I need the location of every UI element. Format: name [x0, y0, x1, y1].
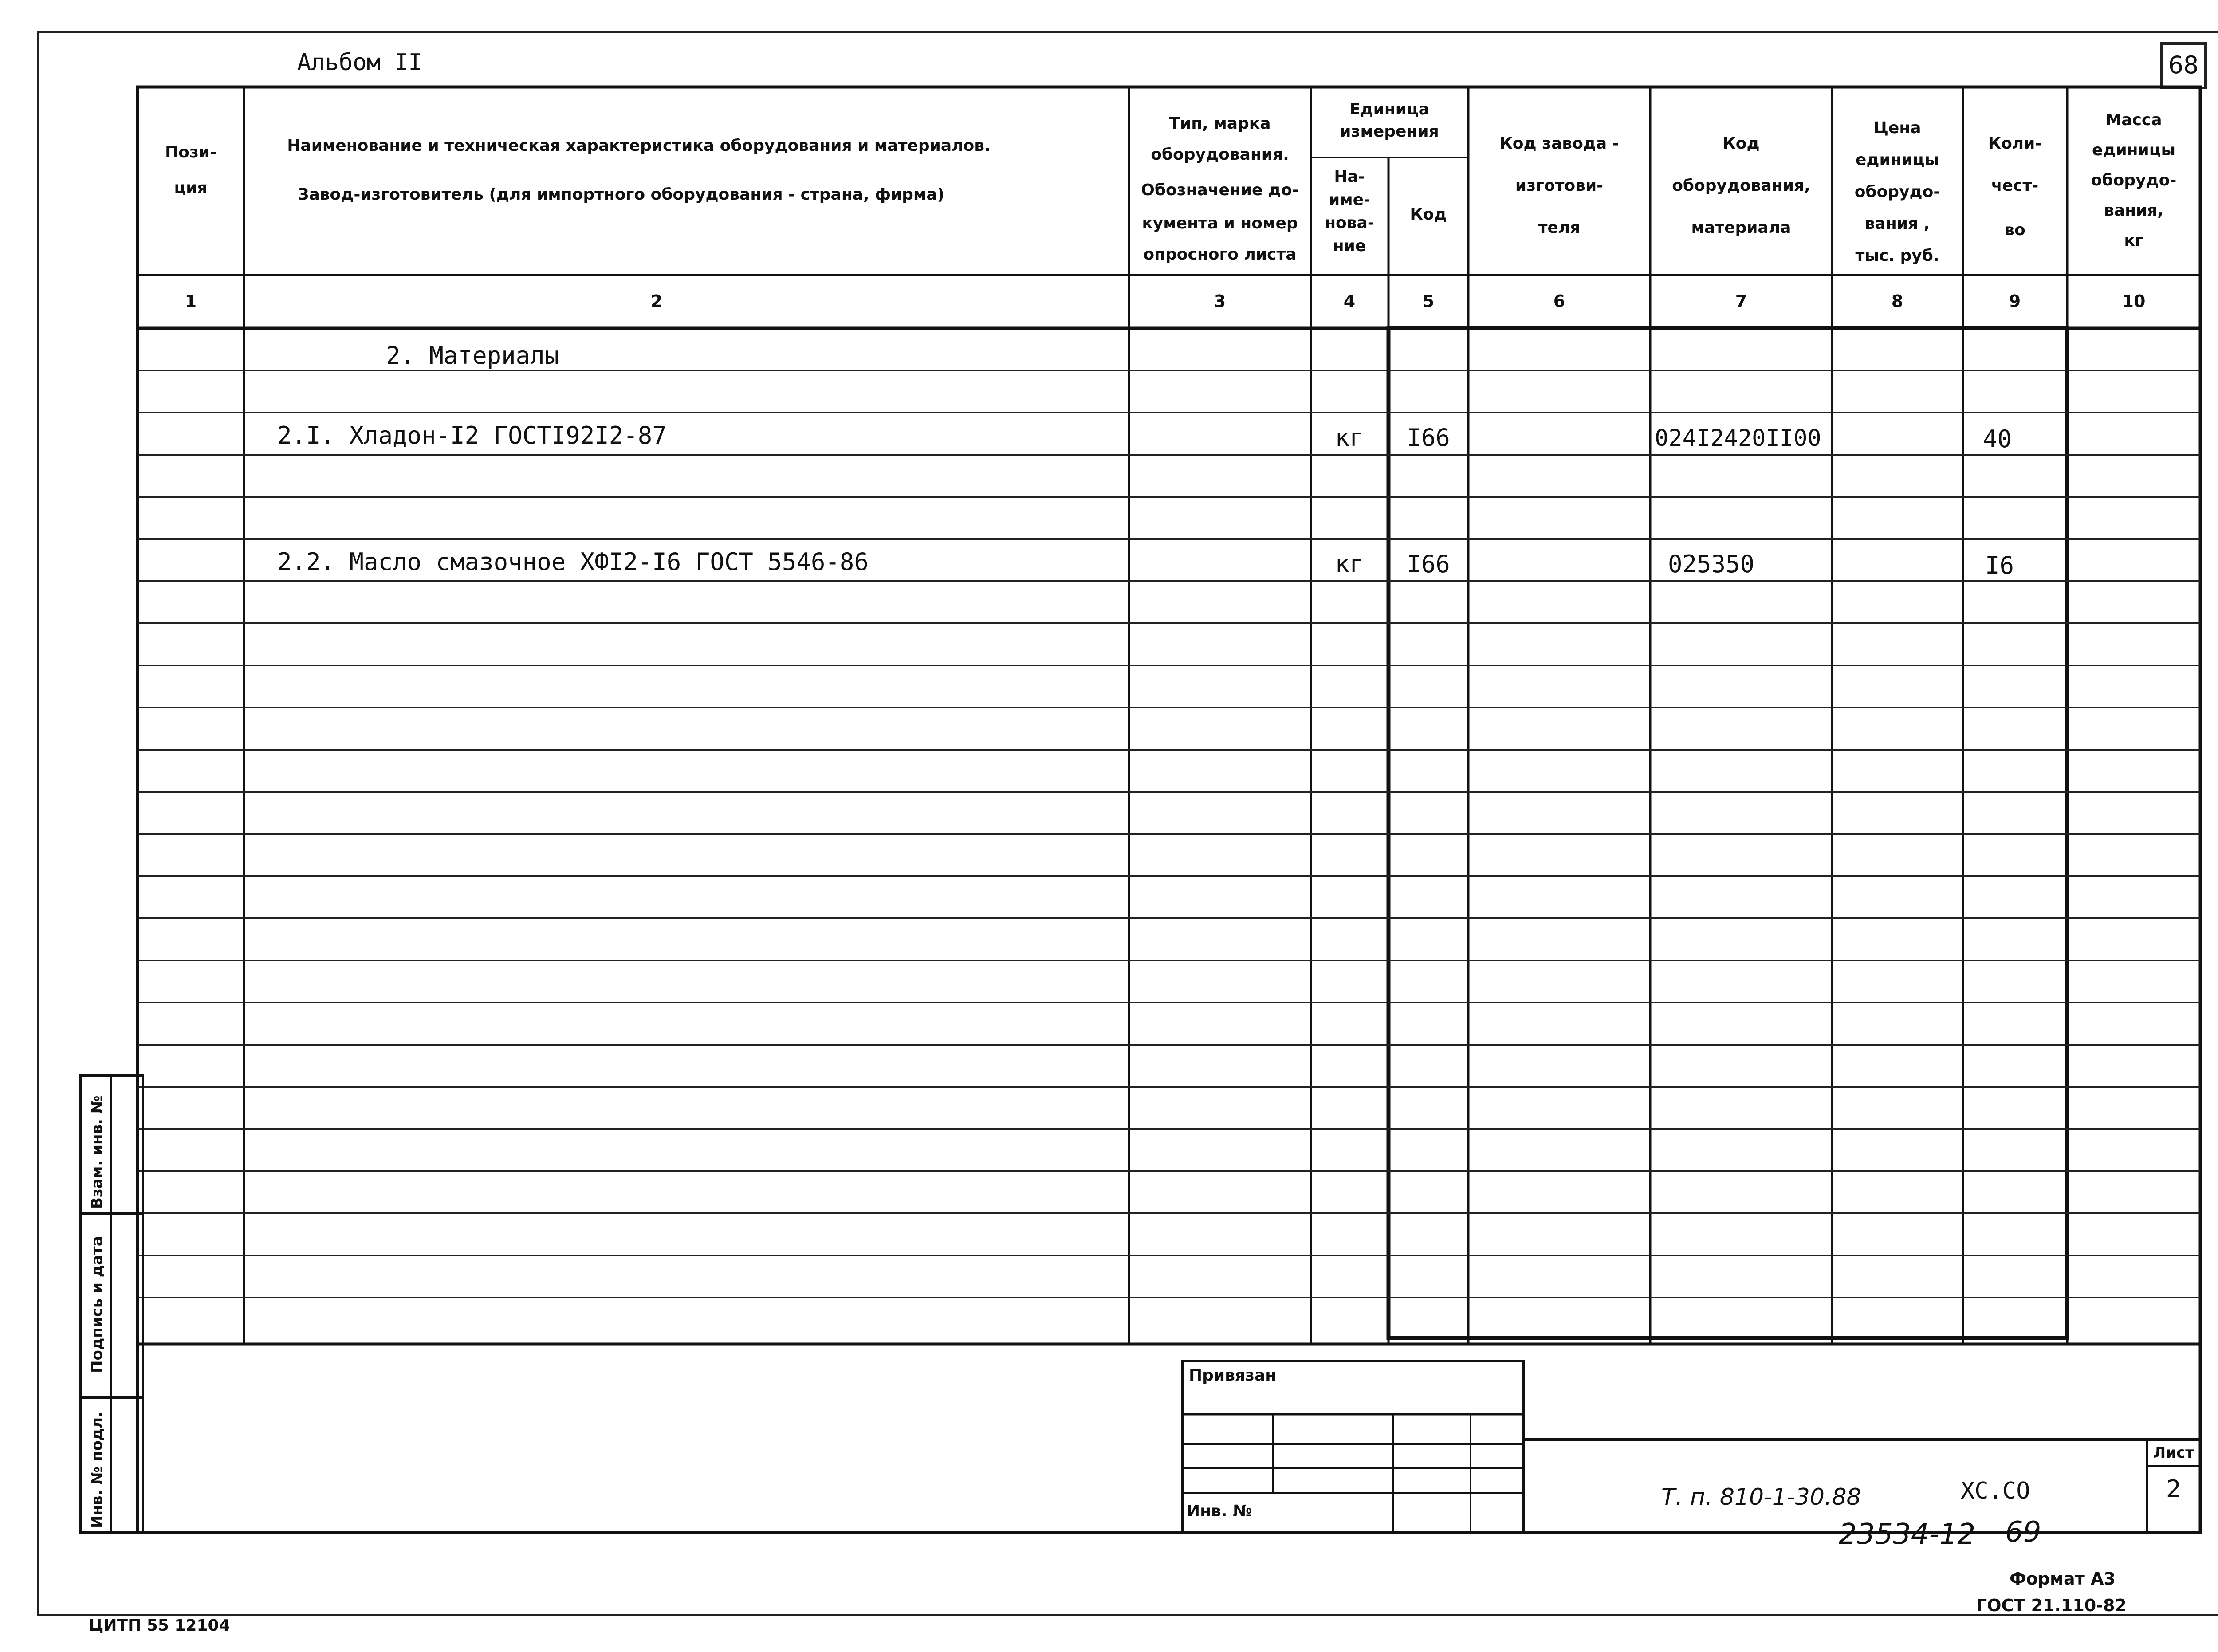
doc-mark: ХС.СО	[1961, 1478, 2030, 1504]
header-col8-line3: оборудо-	[1854, 183, 1940, 201]
header-col10-line4: вания,	[2104, 201, 2163, 220]
side-stamp	[81, 1076, 143, 1533]
album-label: Альбом II	[297, 49, 422, 76]
header-col3-line2: оборудования.	[1151, 146, 1289, 164]
inv-no-label: Инв. №	[1187, 1502, 1252, 1520]
header-col4-line3: нова-	[1325, 214, 1374, 232]
colnum-8: 8	[1891, 291, 1903, 311]
colnum-2: 2	[650, 291, 663, 311]
privyazan-label: Привязан	[1189, 1366, 1277, 1385]
header-col4-line2: име-	[1328, 191, 1371, 209]
colnum-5: 5	[1422, 291, 1435, 311]
table-row	[277, 421, 2012, 453]
row-quantity: I6	[1985, 551, 2014, 579]
header-col10-line3: оборудо-	[2091, 171, 2177, 189]
page-number: 68	[2168, 51, 2199, 79]
row-name: 2.2. Масло смазочное ХФI2-I6 ГОСТ 5546-86	[277, 548, 869, 576]
header-col8-line2: единицы	[1855, 151, 1939, 169]
colnum-9: 9	[2009, 291, 2021, 311]
header-col4-line4: ние	[1333, 237, 1366, 255]
header-unit-group-line1: Единица	[1349, 100, 1429, 118]
table-header	[165, 100, 2176, 265]
archive-number: 23534-12	[1839, 1518, 1976, 1551]
header-col3-line5: опросного листа	[1143, 245, 1297, 264]
row-material-code: 024I2420II00	[1655, 425, 1821, 452]
header-col7-line1: Код	[1722, 134, 1760, 153]
row-unit-code: I66	[1407, 424, 1450, 452]
colnum-10: 10	[2122, 291, 2146, 311]
header-col6-line1: Код завода -	[1499, 134, 1619, 153]
header-col9-line3: во	[2004, 221, 2025, 239]
header-col3-line3: Обозначение до-	[1141, 181, 1299, 199]
header-col3-line1: Тип, марка	[1169, 114, 1271, 133]
print-code: ЦИТП 55 12104	[89, 1617, 230, 1635]
row-material-code: 025350	[1668, 550, 1755, 578]
header-col10-line2: единицы	[2092, 141, 2176, 159]
header-col7-line2: оборудования,	[1672, 177, 1810, 195]
row-unit-code: I66	[1407, 550, 1450, 578]
doc-code: Т. п. 810-1-30.88	[1661, 1484, 1861, 1510]
stamp-podpis: Подпись и дата	[88, 1236, 106, 1373]
colnum-6: 6	[1553, 291, 1565, 311]
section-title: 2. Материалы	[386, 342, 559, 370]
header-col4-line1: На-	[1334, 168, 1365, 186]
column-numbers-row	[185, 291, 2146, 311]
row-lines	[138, 370, 2200, 1298]
sheet-value: 2	[2166, 1475, 2182, 1503]
row-name: 2.I. Хладон-I2 ГОСТI92I2-87	[277, 421, 667, 449]
sheet-label: Лист	[2153, 1444, 2194, 1462]
row-quantity: 40	[1983, 425, 2012, 453]
header-col8-line1: Цена	[1873, 119, 1921, 137]
header-col10-line5: кг	[2124, 232, 2143, 250]
row-unit-name: кг	[1335, 424, 1364, 452]
privyazan-block	[1182, 1361, 1524, 1533]
header-col9-line1: Коли-	[1988, 134, 2042, 153]
gost-label: ГОСТ 21.110-82	[1976, 1596, 2127, 1615]
row-unit-name: кг	[1335, 550, 1364, 578]
header-col7-line3: материала	[1691, 219, 1791, 237]
header-col2-line2: Завод-изготовитель (для импортного оборудования - страна, фирма)	[297, 185, 945, 204]
stamp-inv-podl: Инв. № подл.	[88, 1411, 106, 1528]
archive-sheet: 69	[2005, 1516, 2041, 1549]
header-col6-line3: теля	[1538, 219, 1581, 237]
header-col9-line2: чест-	[1991, 177, 2039, 195]
header-col1-line2: ция	[174, 179, 208, 197]
header-col8-line5: тыс. руб.	[1855, 247, 1939, 265]
colnum-1: 1	[185, 291, 197, 311]
table-body	[277, 342, 2014, 579]
colnum-4: 4	[1343, 291, 1356, 311]
colnum-7: 7	[1735, 291, 1747, 311]
header-col6-line2: изготови-	[1515, 177, 1604, 195]
header-col3-line4: кумента и номер	[1142, 214, 1298, 232]
header-col5: Код	[1410, 205, 1447, 224]
header-col1-line1: Пози-	[165, 143, 216, 161]
header-col10-line1: Масса	[2105, 111, 2162, 129]
header-col2-line1: Наименование и техническая характеристика оборудования и материалов.	[287, 137, 991, 155]
header-col8-line4: вания ,	[1864, 215, 1930, 233]
colnum-3: 3	[1214, 291, 1226, 311]
header-unit-group-line2: измерения	[1340, 122, 1439, 141]
table-row	[277, 548, 2014, 579]
format-label: Формат А3	[2010, 1569, 2116, 1589]
stamp-vzam: Взам. инв. №	[88, 1095, 106, 1209]
